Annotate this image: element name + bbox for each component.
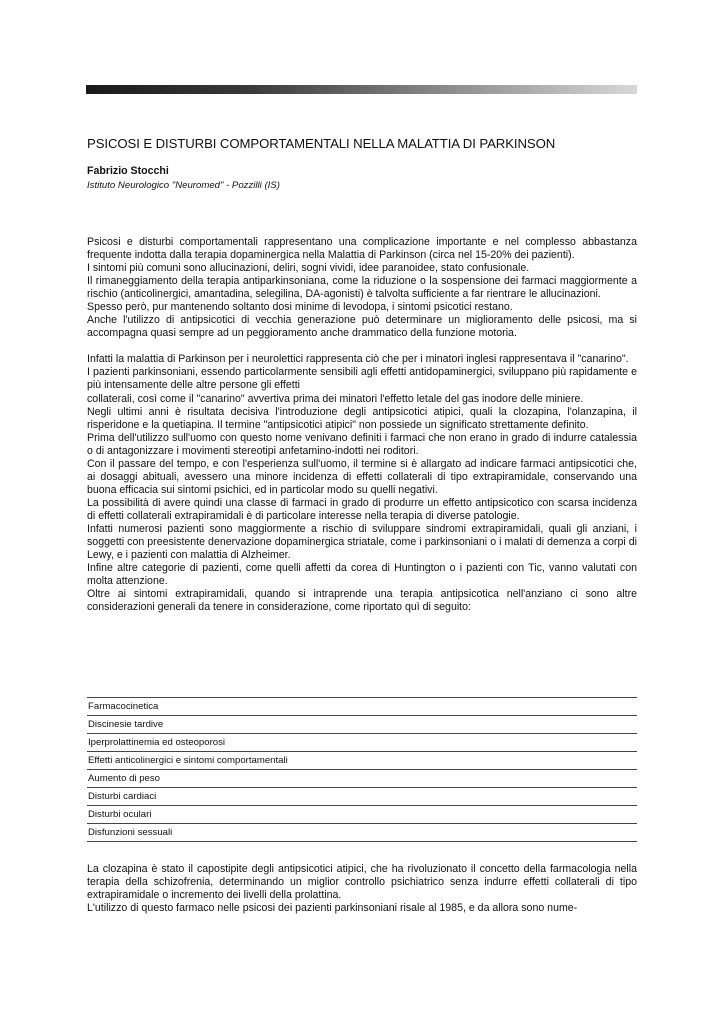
closing-paragraph: L'utilizzo di questo farmaco nelle psicosi dei pazienti parkinsoniani risale al 1985, e da allora sono nume-: [87, 902, 578, 915]
intro-paragraph: I sintomi più comuni sono allucinazioni, deliri, sogni vividi, idee paranoidee, stato confusionale.: [87, 262, 530, 275]
article-body: [87, 236, 637, 614]
table-cell: Disfunzioni sessuali: [87, 824, 637, 842]
table-cell: Iperprolattinemia ed osteoporosi: [87, 734, 637, 752]
body-paragraph: Negli ultimi anni è risultata decisiva l'introduzione degli antipsicotici atipici, quali la clozapina, l'olanzapina, il risperidone e la quetiapina. Il termine "antipsicotici atipici" non possiede un significato strettamente definito.: [87, 405, 637, 431]
body-paragraph: collaterali, così come il "canarino" avvertiva prima dei minatori l'effetto letale del gas inodore delle miniere.: [87, 392, 584, 405]
article-title: PSICOSI E DISTURBI COMPORTAMENTALI NELLA MALATTIA DI PARKINSON: [87, 136, 556, 151]
intro-paragraph: Spesso però, pur mantenendo soltanto dosi minime di levodopa, i sintomi psicotici restano.: [87, 301, 513, 314]
body-paragraph: Infine altre categorie di pazienti, come quelli affetti da corea di Huntington o i pazienti con Tic, vanno valutati con molta attenzione.: [87, 562, 637, 588]
body-paragraph: I pazienti parkinsoniani, essendo particolarmente sensibili agli effetti antidopaminergici, sviluppano più rapidamente e più intensamente delle altre persone gli effetti: [87, 366, 637, 392]
author-affiliation: Istituto Neurologico "Neuromed" - Pozzilli (IS): [87, 180, 280, 191]
body-paragraph: Con il passare del tempo, e con l'esperienza sull'uomo, il termine si è allargato ad indicare farmaci antipsicotici che, ai dosaggi abituali, avessero una minore incidenza di effetti collaterali di tipo extrapiramidale, conservando una buona efficacia sui sintomi psichici, ed in particolar modo su quelli negativi.: [87, 457, 637, 496]
table-cell: Disturbi cardiaci: [87, 788, 637, 806]
table-cell: Aumento di peso: [87, 770, 637, 788]
table-row: [87, 788, 637, 806]
considerations-table: [87, 697, 637, 842]
intro-paragraph: Psicosi e disturbi comportamentali rappresentano una complicazione importante e nel complesso abbastanza frequente indotta dalla terapia dopaminergica nella Malattia di Parkinson (circa nel 15-20% dei pazienti).: [87, 236, 637, 262]
table-row: [87, 734, 637, 752]
table-cell: Discinesie tardive: [87, 716, 637, 734]
table-row: [87, 698, 637, 716]
body-paragraph: Prima dell'utilizzo sull'uomo con questo nome venivano definiti i farmaci che non erano in grado di indurre catalessia o di antagonizzare i movimenti stereotipi anfetamino-indotti nei roditori.: [87, 431, 637, 457]
table-cell: Farmacocinetica: [87, 698, 637, 716]
body-paragraph: Oltre ai sintomi extrapiramidali, quando si intraprende una terapia antipsicotica nell'anziano ci sono altre considerazioni generali da tenere in considerazione, come riportato quì di seguito:: [87, 588, 637, 614]
intro-paragraph: Il rimaneggiamento della terapia antiparkinsoniana, come la riduzione o la sospensione dei farmaci maggiormente a rischio (anticolinergici, amantadina, selegilina, DA-agonisti) è talvolta sufficiente a far rientrare le allucinazioni.: [87, 275, 637, 301]
header-gradient-bar: [86, 85, 637, 94]
body-paragraph: Infatti la malattia di Parkinson per i neurolettici rappresenta ciò che per i minatori inglesi rappresentava il "canarino".: [87, 353, 629, 366]
table-row: [87, 824, 637, 842]
table-row: [87, 716, 637, 734]
closing-paragraph: La clozapina è stato il capostipite degli antipsicotici atipici, che ha rivoluzionato il concetto della farmacologia nella terapia della schizofrenia, determinando un miglior controllo psichiatrico senza indurre effetti collaterali di tipo extrapiramidale o incremento dei livelli della prolattina.: [87, 863, 637, 902]
intro-paragraph: Anche l'utilizzo di antipsicotici di vecchia generazione può determinare un miglioramento delle psicosi, ma si accompagna quasi sempre ad un peggioramento anche drammatico della funzione motoria.: [87, 314, 637, 340]
body-paragraph: La possibilità di avere quindi una classe di farmaci in grado di produrre un effetto antipsicotico con scarsa incidenza di effetti collaterali extrapiramidali è di particolare interesse nella terapia di diverse patologie.: [87, 496, 637, 522]
table-row: [87, 752, 637, 770]
paragraph-spacer: [87, 340, 637, 353]
table-row: [87, 770, 637, 788]
table-cell: Disturbi oculari: [87, 806, 637, 824]
table-cell: Effetti anticolinergici e sintomi comportamentali: [87, 752, 637, 770]
author-name: Fabrizio Stocchi: [87, 165, 169, 177]
closing-body: [87, 863, 637, 915]
body-paragraph: Infatti numerosi pazienti sono maggiormente a rischio di sviluppare sindromi extrapiramidali, quali gli anziani, i soggetti con preesistente denervazione dopaminergica striatale, come i parkinsoniani o i malati di demenza a corpi di Lewy, e i pazienti con malattia di Alzheimer.: [87, 522, 637, 562]
table-row: [87, 806, 637, 824]
